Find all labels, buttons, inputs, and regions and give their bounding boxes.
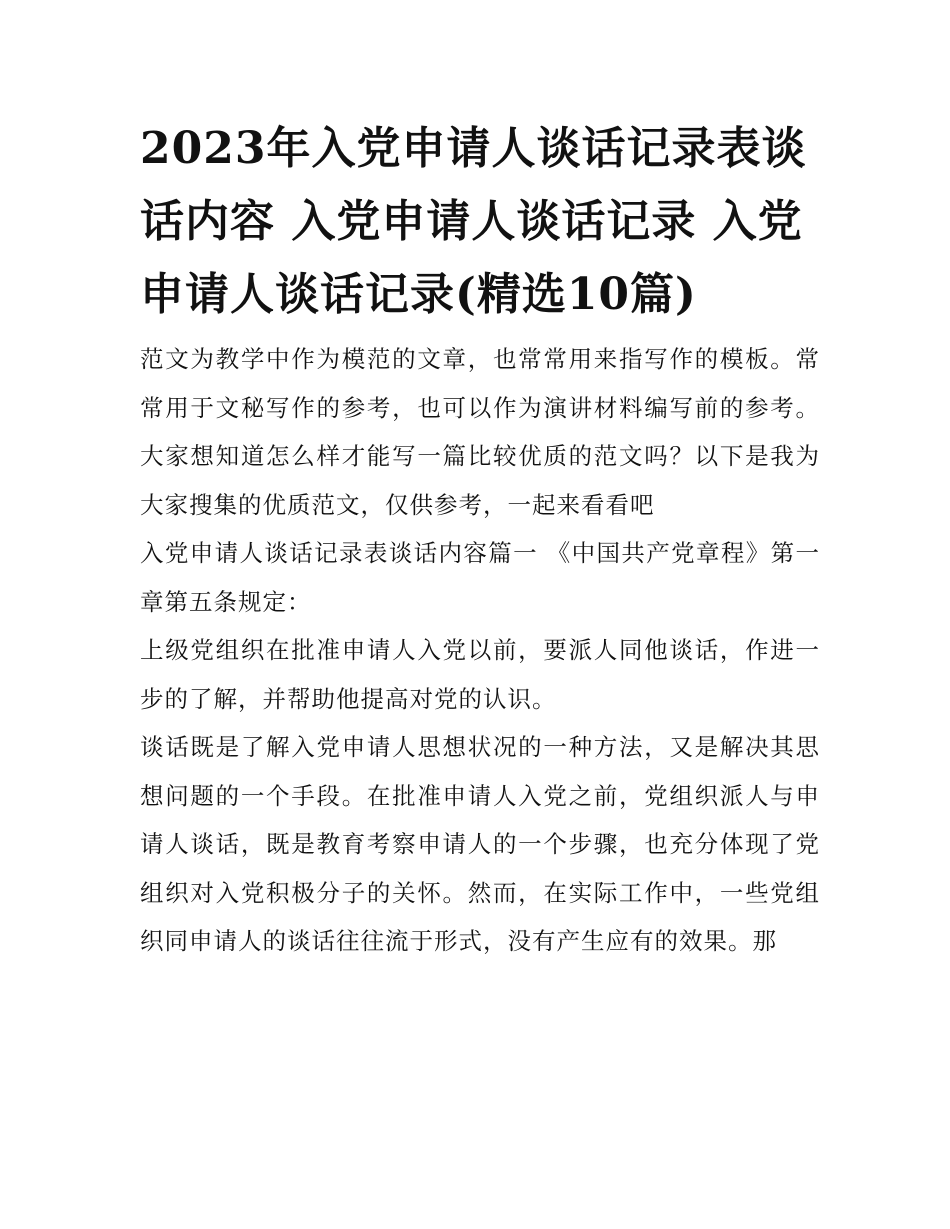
document-page [140,112,820,966]
paragraph-regulation: 上级党组织在批准申请人入党以前，要派人同他谈话，作进一步的了解，并帮助他提高对党的认识。 [140,636,820,713]
paragraph-intro: 范文为教学中作为模范的文章，也常常用来指写作的模板。常常用于文秘写作的参考，也可以作为演讲材料编写前的参考。大家想知道怎么样才能写一篇比较优质的范文吗？以下是我为大家搜集的优质范文，仅供参考，一起来看看吧 [140,345,820,519]
paragraph-section-heading: 入党申请人谈话记录表谈话内容篇一 《中国共产党章程》第一章第五条规定： [140,539,820,616]
document-title: 2023年入党申请人谈话记录表谈话内容 入党申请人谈话记录 入党申请人谈话记录(精选10篇) [140,123,807,320]
paragraph-discussion: 谈话既是了解入党申请人思想状况的一种方法，又是解决其思想问题的一个手段。在批准申请人入党之前，党组织派人与申请人谈话，既是教育考察申请人的一个步骤，也充分体现了党组织对入党积极分子的关怀。然而，在实际工作中，一些党组织同申请人的谈话往往流于形式，没有产生应有的效果。那 [140,733,820,955]
